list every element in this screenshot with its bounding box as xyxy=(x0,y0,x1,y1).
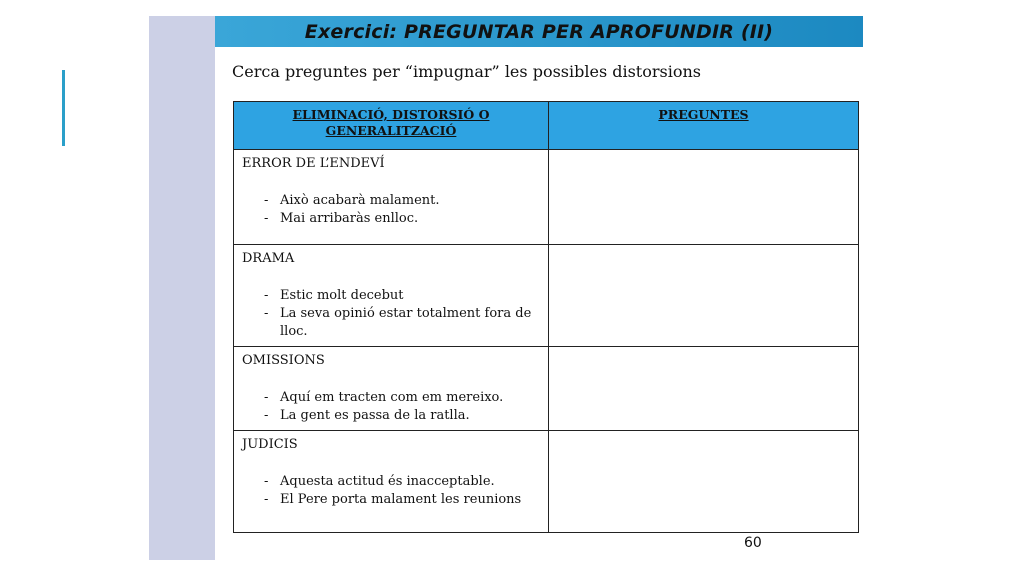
table-row xyxy=(234,245,859,347)
example-text: Aquí em tracten com em mereixo. xyxy=(280,390,504,405)
distortion-cell xyxy=(234,347,549,431)
example-item: - Aquesta actitud és inacceptable. xyxy=(242,473,540,491)
title-bar xyxy=(215,16,863,47)
example-text: Mai arribaràs enlloc. xyxy=(280,211,419,226)
distortion-cell xyxy=(234,245,549,347)
example-text: El Pere porta malament les reunions xyxy=(280,492,522,507)
question-answer-cell[interactable] xyxy=(549,431,859,533)
exercise-table xyxy=(233,101,859,533)
question-answer-cell[interactable] xyxy=(549,347,859,431)
table-row xyxy=(234,431,859,533)
example-text: La gent es passa de la ratlla. xyxy=(280,408,470,423)
example-text: Estic molt decebut xyxy=(280,288,404,303)
category-label: DRAMA xyxy=(242,251,295,266)
example-item: - La seva opinió estar totalment fora de lloc. xyxy=(242,305,540,341)
example-text: La seva opinió estar totalment fora de lloc. xyxy=(280,306,532,339)
example-item: - Això acabarà malament. xyxy=(242,192,540,210)
question-answer-cell[interactable] xyxy=(549,150,859,245)
example-text: Això acabarà malament. xyxy=(280,193,440,208)
table-row xyxy=(234,150,859,245)
accent-line xyxy=(62,70,65,146)
example-item: - La gent es passa de la ratlla. xyxy=(242,407,540,425)
side-panel xyxy=(149,16,215,560)
example-item: - Mai arribaràs enlloc. xyxy=(242,210,540,228)
category-label: OMISSIONS xyxy=(242,353,325,368)
slide-subtitle: Cerca preguntes per “impugnar” les possibles distorsions xyxy=(232,62,701,81)
slide-title: Exercici: PREGUNTAR PER APROFUNDIR (II) xyxy=(304,20,774,43)
example-text: Aquesta actitud és inacceptable. xyxy=(280,474,495,489)
header-distortion: ELIMINACIÓ, DISTORSIÓ O GENERALITZACIÓ xyxy=(234,102,549,150)
distortion-cell xyxy=(234,431,549,533)
category-label: ERROR DE L’ENDEVÍ xyxy=(242,156,385,171)
header-questions: PREGUNTES xyxy=(549,102,859,150)
question-answer-cell[interactable] xyxy=(549,245,859,347)
example-item: - El Pere porta malament les reunions xyxy=(242,491,540,509)
distortion-cell xyxy=(234,150,549,245)
page-number: 60 xyxy=(744,535,762,551)
example-item: - Estic molt decebut xyxy=(242,287,540,305)
example-item: - Aquí em tracten com em mereixo. xyxy=(242,389,540,407)
category-label: JUDICIS xyxy=(242,437,298,452)
table-row xyxy=(234,347,859,431)
